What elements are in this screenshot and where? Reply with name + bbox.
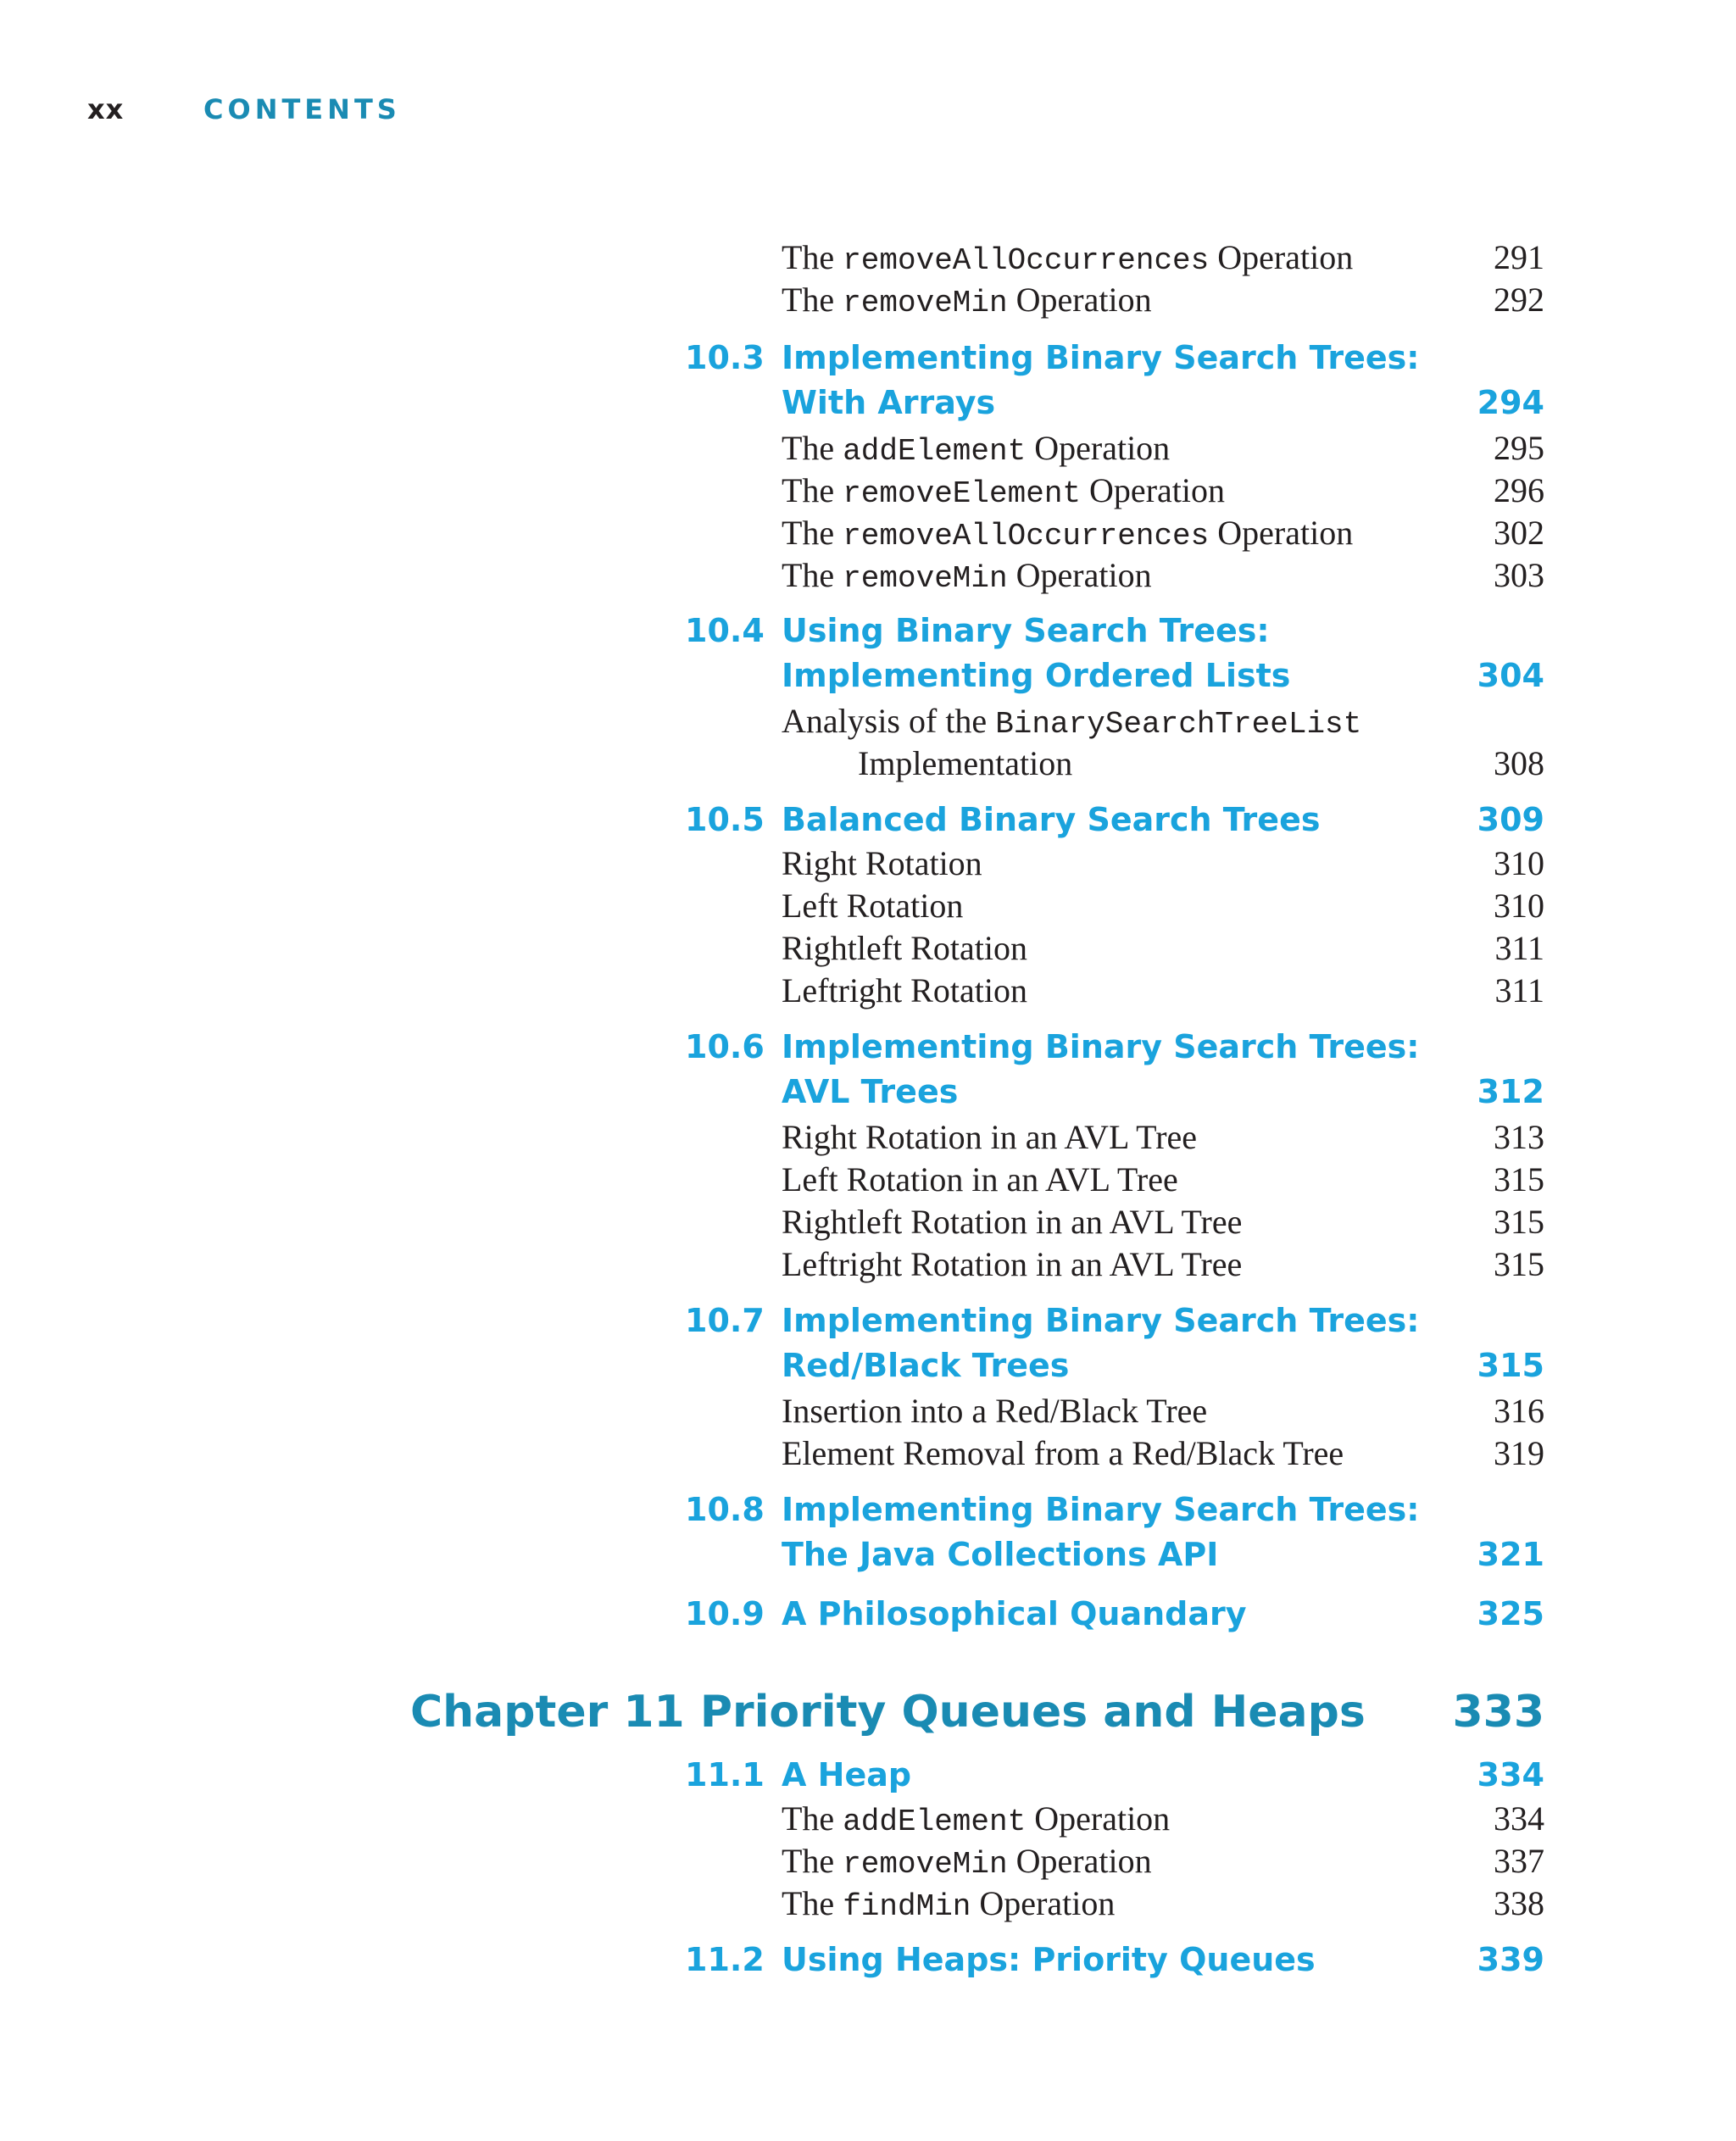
subsection-text: Left Rotation in an AVL Tree (782, 1160, 1178, 1198)
subsection-text: The (782, 556, 843, 594)
subsection-title (782, 1159, 1178, 1199)
subsection-text: Rightleft Rotation in an AVL Tree (782, 1203, 1243, 1241)
section-page-number: 339 (1477, 1941, 1544, 1978)
section-page-number: 294 (1477, 384, 1544, 421)
subsection-title (782, 1883, 1115, 1924)
subsection-page-number: 291 (1494, 238, 1544, 276)
subsection-text: Operation (1007, 1842, 1152, 1880)
subsection-text: Operation (1007, 556, 1152, 594)
section-title: A Heap (782, 1756, 912, 1793)
subsection-title (782, 555, 1152, 596)
subsection-page-number: 311 (1494, 971, 1544, 1009)
subsection-page-number: 311 (1494, 929, 1544, 967)
subsection-title (782, 1799, 1170, 1839)
subsection-text: Operation (1007, 281, 1152, 319)
subsection-page-number: 337 (1494, 1842, 1544, 1880)
section-page-number: 315 (1477, 1347, 1544, 1384)
subsection-title (782, 428, 1170, 469)
section-title: Red/Black Trees (782, 1347, 1070, 1384)
section-number: 11.2 (685, 1941, 765, 1978)
running-head: CONTENTS (203, 93, 401, 125)
section-page-number: 325 (1477, 1595, 1544, 1632)
subsection-text: The (782, 514, 843, 552)
subsection-page-number: 308 (1494, 744, 1544, 782)
section-title: Implementing Binary Search Trees: (782, 1028, 1420, 1065)
section-title: With Arrays (782, 384, 996, 421)
subsection-text: Analysis of the (782, 702, 996, 740)
subsection-title (858, 743, 1072, 783)
code-identifier: removeMin (843, 1847, 1008, 1882)
code-identifier: removeAllOccurrences (843, 519, 1210, 553)
section-number: 10.6 (685, 1028, 765, 1065)
code-identifier: removeElement (843, 476, 1082, 511)
subsection-page-number: 302 (1494, 514, 1544, 552)
section-number: 11.1 (685, 1756, 765, 1793)
subsection-text: Rightleft Rotation (782, 929, 1027, 967)
subsection-text: Right Rotation (782, 844, 982, 882)
code-identifier: BinarySearchTreeList (995, 707, 1362, 742)
section-number: 10.7 (685, 1302, 765, 1339)
section-number: 10.4 (685, 612, 765, 649)
chapter-page-number: 333 (1452, 1687, 1544, 1738)
section-title: AVL Trees (782, 1073, 959, 1110)
subsection-page-number: 316 (1494, 1392, 1544, 1430)
subsection-title (782, 513, 1353, 553)
subsection-text: Right Rotation in an AVL Tree (782, 1118, 1198, 1156)
subsection-title (782, 280, 1152, 320)
subsection-text: Operation (1026, 1799, 1171, 1838)
subsection-title (782, 928, 1027, 968)
subsection-page-number: 303 (1494, 556, 1544, 594)
subsection-page-number: 315 (1494, 1160, 1544, 1198)
subsection-text: The (782, 238, 843, 276)
subsection-text: Element Removal from a Red/Black Tree (782, 1434, 1344, 1472)
subsection-text: Left Rotation (782, 887, 964, 925)
section-title: Implementing Binary Search Trees: (782, 339, 1420, 376)
subsection-page-number: 338 (1494, 1884, 1544, 1922)
section-page-number: 309 (1477, 801, 1544, 838)
subsection-text: Operation (1209, 238, 1354, 276)
code-identifier: removeAllOccurrences (843, 243, 1210, 278)
section-page-number: 312 (1477, 1073, 1544, 1110)
subsection-title (782, 843, 982, 883)
section-number: 10.5 (685, 801, 765, 838)
subsection-title (782, 237, 1353, 278)
section-title: Implementing Binary Search Trees: (782, 1491, 1420, 1528)
subsection-title (782, 886, 963, 926)
subsection-text: The (782, 1799, 843, 1838)
subsection-page-number: 296 (1494, 471, 1544, 509)
subsection-text: Operation (971, 1884, 1116, 1922)
chapter-title: Chapter 11 Priority Queues and Heaps (410, 1687, 1366, 1738)
code-identifier: removeMin (843, 286, 1008, 320)
subsection-title (782, 1202, 1242, 1242)
section-number: 10.8 (685, 1491, 765, 1528)
code-identifier: addElement (843, 434, 1027, 469)
subsection-title (782, 1841, 1152, 1882)
section-title: The Java Collections API (782, 1536, 1219, 1573)
subsection-page-number: 310 (1494, 887, 1544, 925)
page-number: xx (87, 93, 125, 125)
subsection-text: The (782, 281, 843, 319)
section-title: Balanced Binary Search Trees (782, 801, 1321, 838)
subsection-text: The (782, 429, 843, 467)
section-title: Using Binary Search Trees: (782, 612, 1270, 649)
section-title: Using Heaps: Priority Queues (782, 1941, 1316, 1978)
subsection-text: The (782, 1842, 843, 1880)
subsection-text: Operation (1209, 514, 1354, 552)
subsection-page-number: 292 (1494, 281, 1544, 319)
subsection-page-number: 313 (1494, 1118, 1544, 1156)
subsection-text: Operation (1026, 429, 1171, 467)
subsection-title (782, 1433, 1344, 1473)
code-identifier: findMin (843, 1889, 971, 1924)
subsection-text: The (782, 1884, 843, 1922)
subsection-text: Leftright Rotation (782, 971, 1027, 1009)
subsection-page-number: 315 (1494, 1245, 1544, 1283)
code-identifier: addElement (843, 1805, 1027, 1839)
subsection-text: Implementation (858, 744, 1073, 782)
subsection-title (782, 470, 1225, 511)
code-identifier: removeMin (843, 561, 1008, 596)
subsection-page-number: 315 (1494, 1203, 1544, 1241)
subsection-title (782, 1117, 1197, 1157)
subsection-title (782, 970, 1027, 1010)
subsection-text: Operation (1081, 471, 1225, 509)
subsection-page-number: 310 (1494, 844, 1544, 882)
section-title: Implementing Ordered Lists (782, 657, 1291, 694)
section-page-number: 321 (1477, 1536, 1544, 1573)
subsection-text: Insertion into a Red/Black Tree (782, 1392, 1208, 1430)
section-title: A Philosophical Quandary (782, 1595, 1247, 1632)
subsection-page-number: 295 (1494, 429, 1544, 467)
section-page-number: 304 (1477, 657, 1544, 694)
section-page-number: 334 (1477, 1756, 1544, 1793)
subsection-title (782, 1244, 1242, 1284)
section-number: 10.3 (685, 339, 765, 376)
subsection-title (782, 701, 1361, 742)
subsection-text: Leftright Rotation in an AVL Tree (782, 1245, 1243, 1283)
subsection-title (782, 1391, 1207, 1431)
subsection-page-number: 334 (1494, 1799, 1544, 1838)
subsection-text: The (782, 471, 843, 509)
subsection-page-number: 319 (1494, 1434, 1544, 1472)
section-title: Implementing Binary Search Trees: (782, 1302, 1420, 1339)
section-number: 10.9 (685, 1595, 765, 1632)
